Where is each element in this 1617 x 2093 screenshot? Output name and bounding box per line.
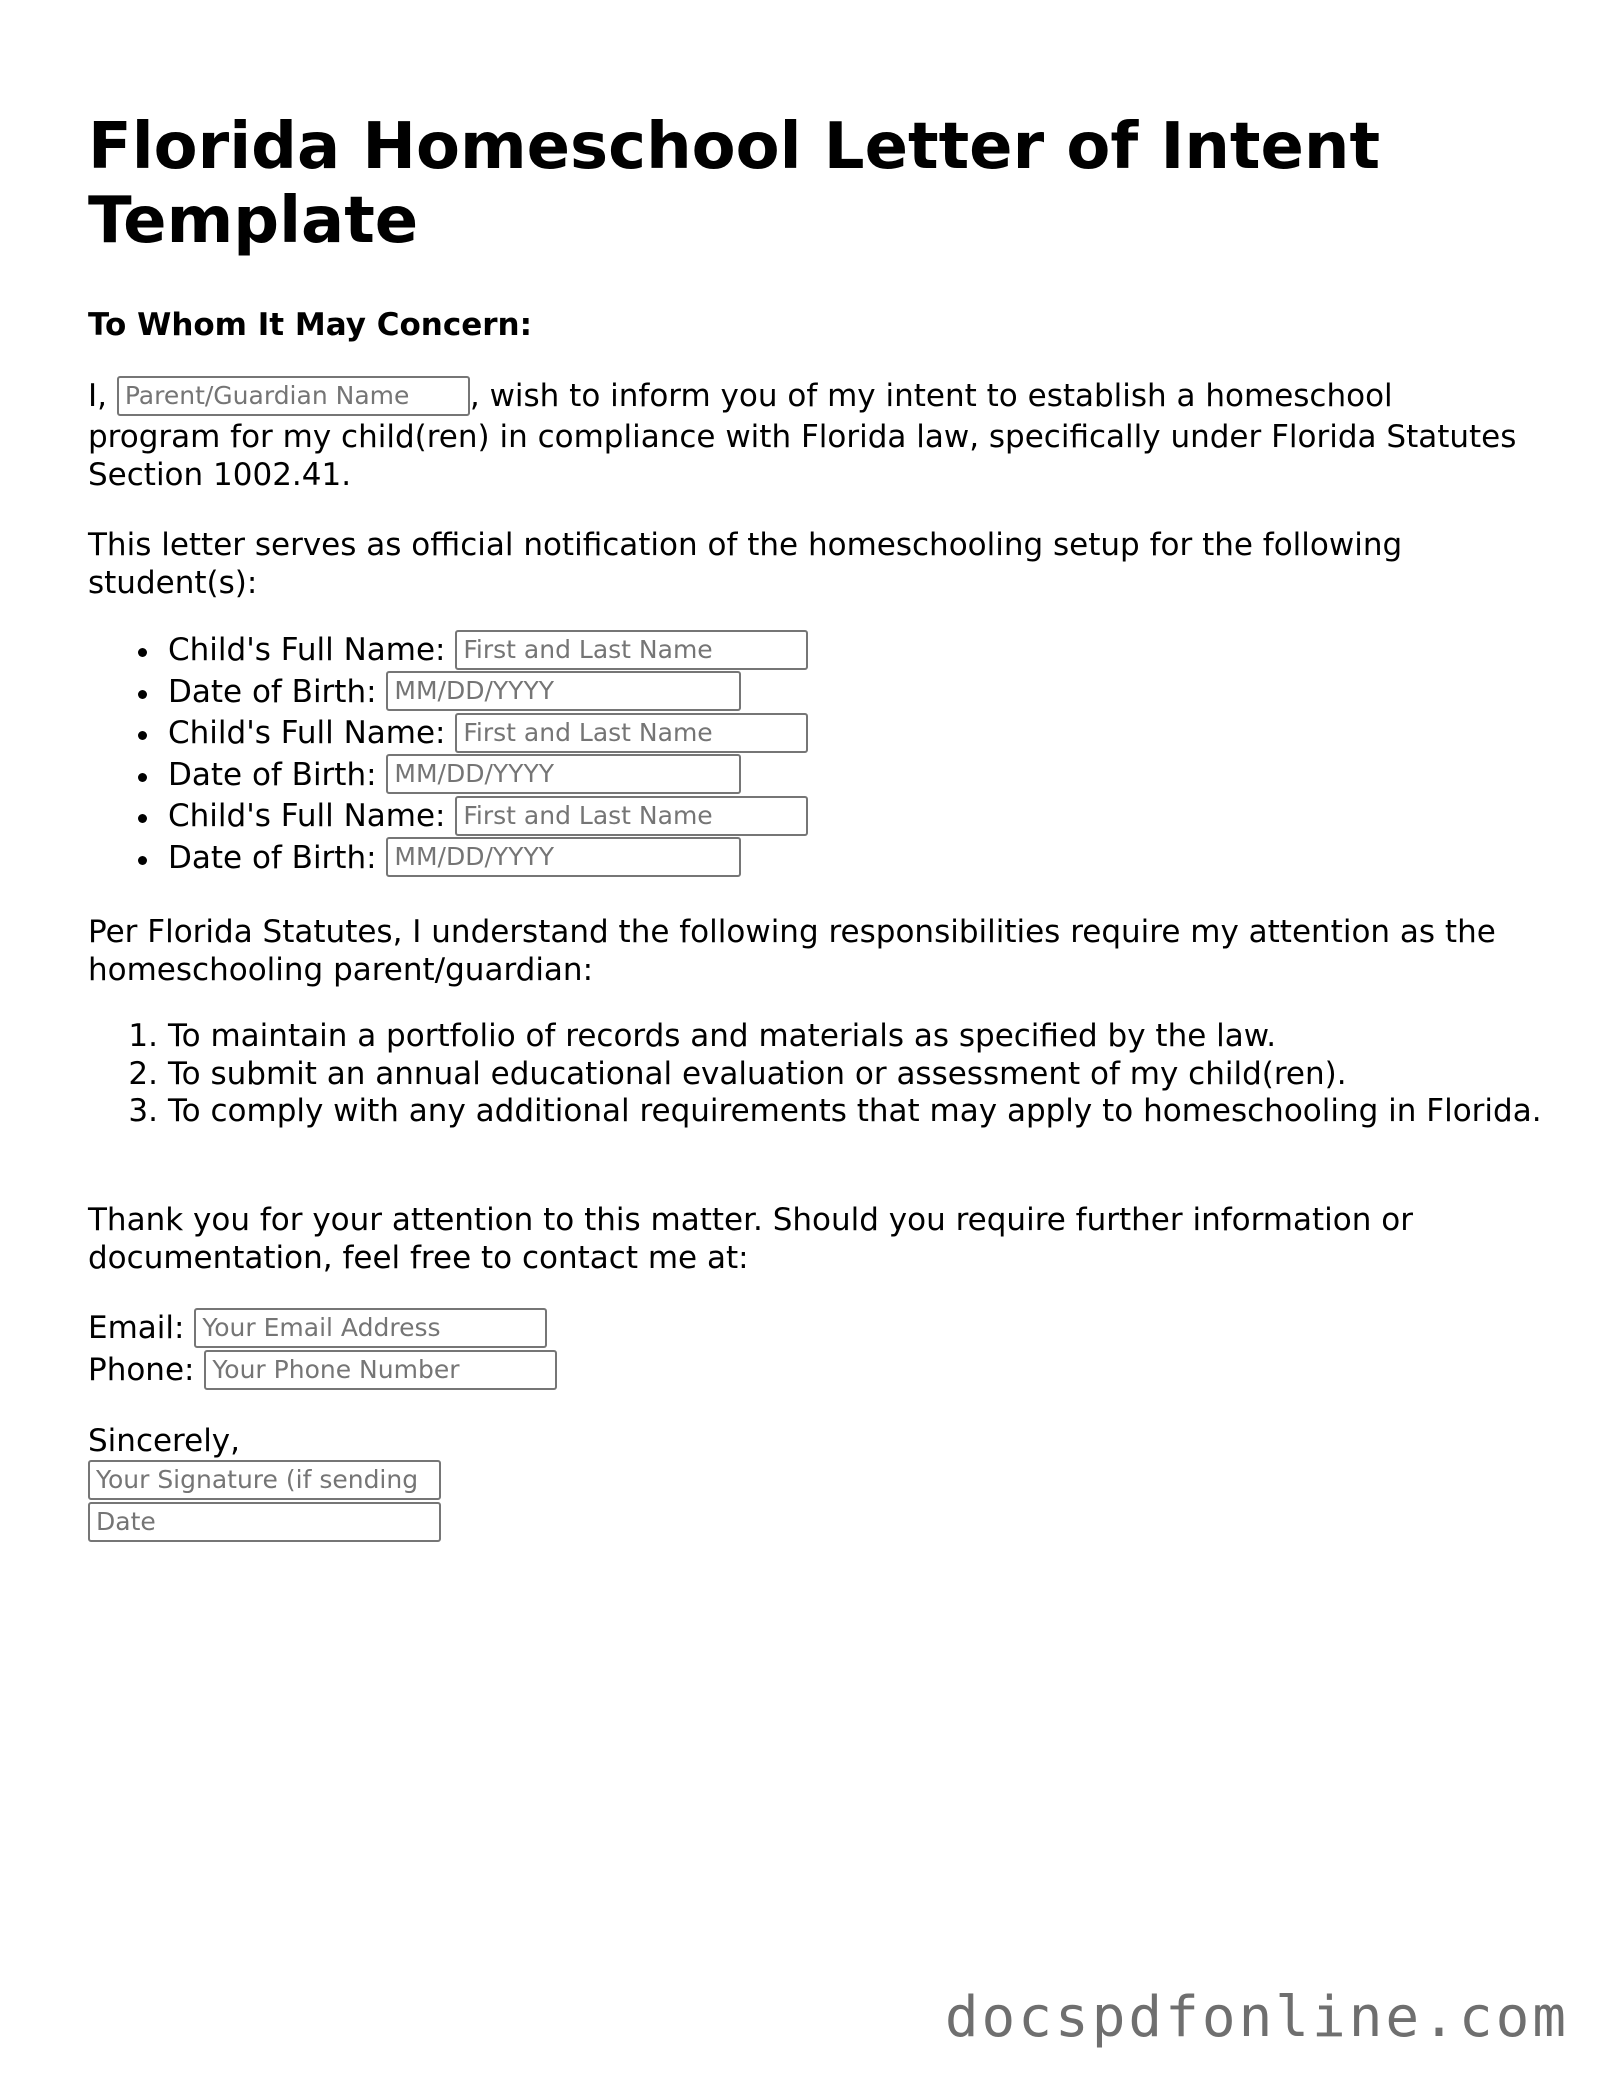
phone-label: Phone: xyxy=(88,1352,195,1388)
list-number: 3. xyxy=(128,1093,158,1129)
child-name-input-3[interactable]: First and Last Name xyxy=(455,796,808,836)
dob-input-3[interactable]: MM/DD/YYYY xyxy=(386,837,741,877)
child-name-label: Child's Full Name: xyxy=(168,715,446,751)
list-item xyxy=(128,1018,1608,1056)
dob-input-2[interactable]: MM/DD/YYYY xyxy=(386,754,741,794)
signature-input[interactable]: Your Signature (if sending xyxy=(88,1460,441,1500)
dob-input-1[interactable]: MM/DD/YYYY xyxy=(386,671,741,711)
list-item xyxy=(168,796,808,838)
list-item xyxy=(168,713,808,755)
closing-paragraph: Thank you for your attention to this matter. Should you require further information or documentation, feel free to contact me at: xyxy=(88,1202,1413,1276)
phone-line xyxy=(88,1350,557,1392)
intro-paragraph xyxy=(88,377,1528,494)
signature-block xyxy=(88,1422,441,1544)
list-item xyxy=(168,672,808,714)
responsibilities-list xyxy=(88,1018,1608,1131)
email-label: Email: xyxy=(88,1310,185,1346)
list-item xyxy=(168,838,808,880)
list-item xyxy=(128,1093,1608,1131)
list-item xyxy=(168,755,808,797)
phone-input[interactable]: Your Phone Number xyxy=(204,1350,557,1390)
watermark: docspdfonline.com xyxy=(944,1985,1569,2050)
list-number: 1. xyxy=(128,1018,158,1054)
child-name-label: Child's Full Name: xyxy=(168,798,446,834)
email-line xyxy=(88,1308,547,1350)
child-name-input-1[interactable]: First and Last Name xyxy=(455,630,808,670)
list-item xyxy=(128,1055,1608,1094)
salutation: To Whom It May Concern: xyxy=(88,307,533,343)
responsibilities-intro: Per Florida Statutes, I understand the following responsibilities require my attention as the homeschooling parent/guardian: xyxy=(88,914,1496,988)
notification-paragraph: This letter serves as official notification of the homeschooling setup for the following student(s): xyxy=(88,527,1403,601)
page-title: Florida Homeschool Letter of Intent Template xyxy=(88,110,1381,258)
parent-name-input[interactable]: Parent/Guardian Name xyxy=(117,376,470,416)
responsibility-text: To maintain a portfolio of records and materials as specified by the law. xyxy=(168,1018,1277,1054)
dob-label: Date of Birth: xyxy=(168,673,377,710)
responsibility-text: To comply with any additional requirements that may apply to homeschooling in Florida. xyxy=(168,1093,1542,1129)
date-input[interactable]: Date xyxy=(88,1502,441,1542)
list-item xyxy=(168,630,808,672)
student-list xyxy=(88,630,808,879)
list-number: 2. xyxy=(128,1055,158,1092)
responsibility-text: To submit an annual educational evaluation or assessment of my child(ren). xyxy=(168,1055,1347,1092)
sincerely-text: Sincerely, xyxy=(88,1423,241,1459)
email-input[interactable]: Your Email Address xyxy=(194,1308,547,1348)
intro-suffix: , wish to inform you of my intent to establish a homeschool program for my child(ren) in compliance with Florida law, specifically under Florida Statutes Section 1002.41. xyxy=(88,378,1517,493)
child-name-input-2[interactable]: First and Last Name xyxy=(455,713,808,753)
child-name-label: Child's Full Name: xyxy=(168,632,446,668)
intro-prefix: I, xyxy=(88,378,107,414)
dob-label: Date of Birth: xyxy=(168,756,377,793)
dob-label: Date of Birth: xyxy=(168,839,377,876)
